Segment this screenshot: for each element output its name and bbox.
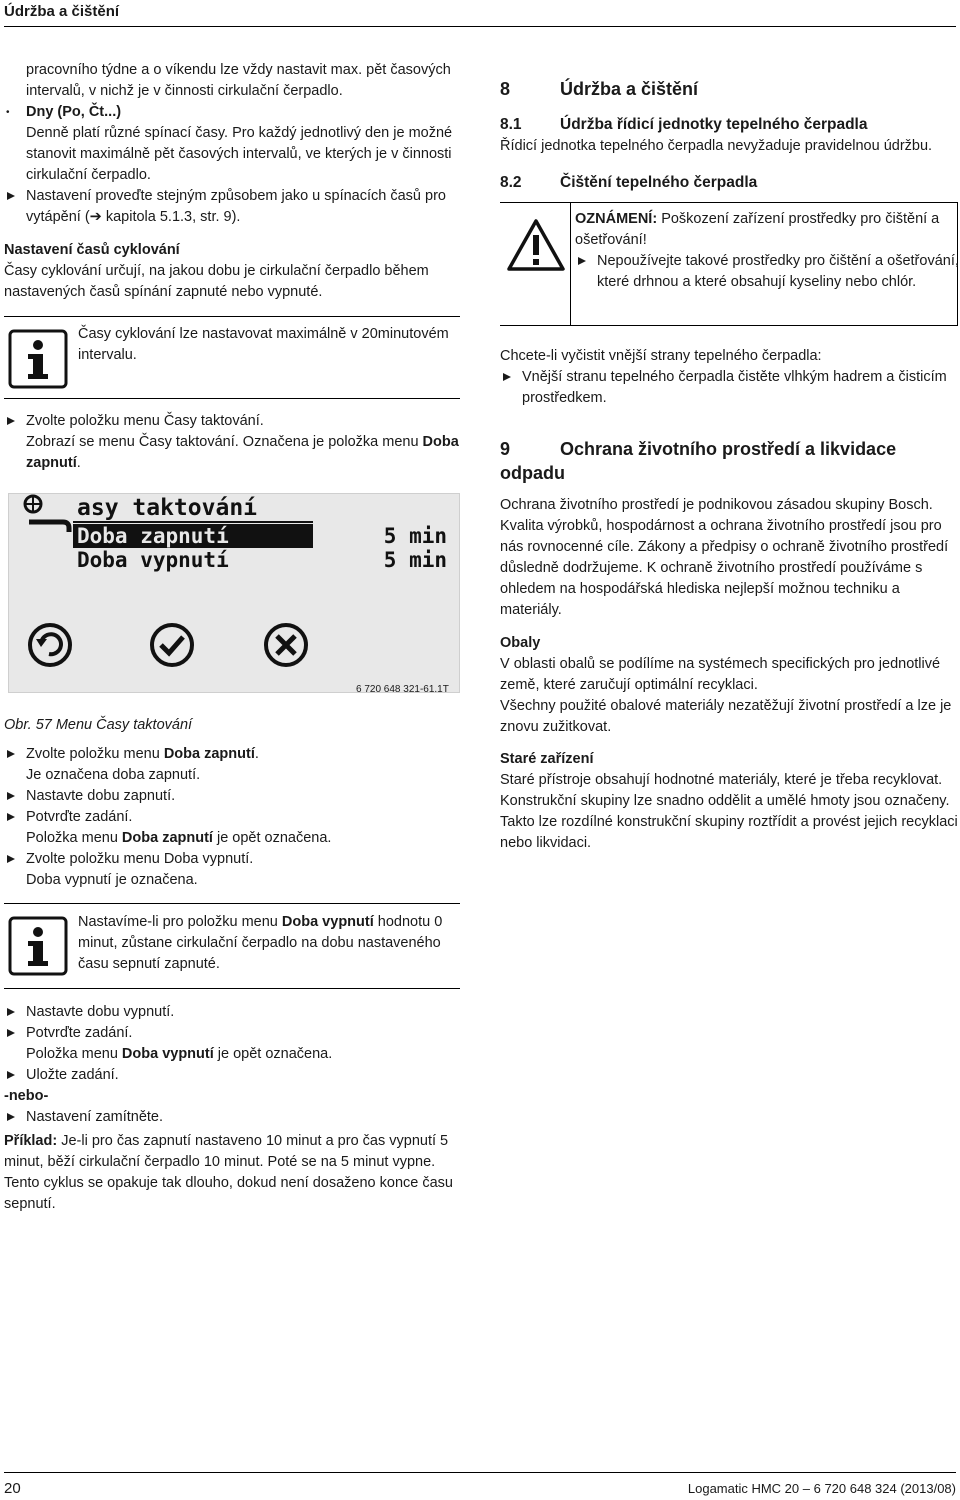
step-text-a: Nastavení proveďte stejným způsobem jako u spínacích časů pro vytápění (	[26, 188, 446, 225]
example-paragraph: Příklad: Je-li pro čas zapnutí nastaveno 10 minut a pro čas vypnutí 5 minut, běží cirkulační čerpadlo 10 minut. Poté se na 5 minut vypne. Tento cyklus se opakuje tak dlouho, dokud není dosaženo konce času sepnutí.	[4, 1133, 453, 1212]
step-select-on-time: Zvolte položku menu Doba zapnutí.	[4, 744, 460, 765]
packaging-paragraph-1: V oblasti obalů se podílíme na systémech specifických pro jednotlivé země, které zaručují optimální recyklaci.	[500, 656, 941, 693]
page-header-title: Údržba a čištění	[4, 3, 120, 20]
paragraph-weekday-intervals: pracovního týdne a o víkendu lze vždy nastavit max. pět časových intervalů, v nichž je v činnosti cirkulační čerpadlo.	[26, 62, 451, 99]
info-note-zero-text: Nastavíme-li pro položku menu Doba vypnutí hodnotu 0 minut, zůstane cirkulační čerpadlo na dobu nastaveného času sepnutí zapnuté.	[78, 914, 443, 972]
info-icon	[8, 916, 68, 976]
right-column	[500, 77, 958, 854]
figure-caption: Obr. 57 Menu Časy taktování	[4, 717, 193, 733]
paragraph-9: Ochrana životního prostředí je podnikovou zásadou skupiny Bosch. Kvalita výrobků, hospodárnost a ochrana životního prostředí jsou pro nás rovnocenné cíle. Zákony a předpisy o ochraně životního prostředí důsledně dodržujeme. K ochraně životního prostředí používáme s ohledem na hospodářská hlediska nejlepší možnou techniku a materiály.	[500, 497, 949, 618]
old-device-heading: Staré zařízení	[500, 751, 594, 767]
footer-document-reference: Logamatic HMC 20 – 6 720 648 324 (2013/08)	[687, 1481, 956, 1496]
packaging-heading: Obaly	[500, 635, 541, 651]
section-heading-cycle-times: Nastavení časů cyklování	[4, 242, 180, 258]
step-select-cycle-menu: Zvolte položku menu Časy taktování.	[4, 411, 460, 432]
left-column	[4, 60, 460, 1215]
lcd-row-on-time-label: Doba zapnutí	[77, 524, 229, 548]
paragraph-8-1: Řídicí jednotka tepelného čerpadla nevyžaduje pravidelnou údržbu.	[500, 138, 933, 154]
step-select-off-time: Zvolte položku menu Doba vypnutí.	[4, 849, 460, 870]
days-heading: Dny (Po, Čt...)	[26, 104, 122, 120]
lcd-row-off-time[interactable]	[73, 548, 449, 572]
arrow-icon: ➔	[89, 209, 102, 225]
step-confirm-on-time: Potvrďte zadání.	[4, 807, 460, 828]
figure-code: 6 720 648 321-61.1T	[356, 684, 449, 695]
paragraph-days-body: Denně platí různé spínací časy. Pro každý jednotlivý den je možné stanovit maximálně pět časových intervalů, ve kterých je v činnosti cirkulační čerpadlo.	[26, 125, 453, 183]
or-separator: -nebo-	[4, 1088, 49, 1104]
step-save: Uložte zadání.	[4, 1065, 460, 1086]
footer-rule	[4, 1472, 956, 1473]
lcd-row-off-time-label: Doba vypnutí	[77, 548, 229, 572]
step-result-cycle-menu: Zobrazí se menu Časy taktování. Označena je položka menu Doba zapnutí.	[26, 434, 459, 471]
warning-instruction: Nepoužívejte takové prostředky pro čištění a ošetřování, které drhnou a které obsahují kyseliny nebo chlór.	[575, 251, 960, 293]
step-result-on-time-selected: Je označena doba zapnutí.	[26, 767, 201, 783]
lcd-menu-title: asy taktování	[77, 495, 258, 521]
back-icon[interactable]	[27, 622, 73, 668]
step-result-off-time-marked-again: Položka menu Doba vypnutí je opět označena.	[26, 1046, 333, 1062]
step-settings-like-heating	[4, 186, 460, 228]
info-note-cycle-interval	[4, 316, 460, 399]
lcd-row-on-time[interactable]	[73, 524, 447, 548]
heading-8-2: 8.2 Čištění tepelného čerpadla	[500, 174, 758, 191]
warning-message: OZNÁMENÍ: Poškození zařízení prostředky pro čištění a ošetřování!	[575, 211, 940, 248]
info-note-text: Časy cyklování lze nastavovat maximálně v 20minutovém intervalu.	[78, 326, 449, 363]
lcd-display	[8, 493, 460, 693]
warning-text-block	[570, 203, 960, 325]
step-result-off-time-marked: Doba vypnutí je označena.	[26, 872, 198, 888]
step-set-off-time: Nastavte dobu vypnutí.	[4, 1002, 460, 1023]
step-confirm-off-time: Potvrďte zadání.	[4, 1023, 460, 1044]
lcd-row-off-time-value: 5 min	[383, 548, 447, 572]
cancel-icon[interactable]	[263, 622, 309, 668]
list-item-days	[4, 102, 460, 123]
old-device-paragraph: Staré přístroje obsahují hodnotné materiály, které je třeba recyklovat. Konstrukční skupiny lze snadno oddělit a umělé hmoty jsou označeny. Takto lze rozdílné konstrukční skupiny roztřídit a provést jejich recyklaci nebo likvidaci.	[500, 772, 958, 851]
step-result-on-time-marked: Položka menu Doba zapnutí je opět označena.	[26, 830, 332, 846]
warning-notice-box	[500, 202, 958, 326]
heading-8: 8 Údržba a čištění	[500, 79, 699, 99]
step-set-on-time: Nastavte dobu zapnutí.	[4, 786, 460, 807]
info-icon	[8, 329, 68, 389]
lcd-row-on-time-value: 5 min	[383, 524, 447, 548]
warning-triangle-icon	[506, 217, 566, 273]
page-number: 20	[4, 1480, 21, 1497]
step-discard: Nastavení zamítněte.	[4, 1107, 460, 1128]
paragraph-cycle-times: Časy cyklování určují, na jakou dobu je cirkulační čerpadlo během nastavených časů spínání zapnuté nebo vypnuté.	[4, 263, 429, 300]
pump-icon	[19, 494, 75, 534]
chapter-reference-link[interactable]: kapitola 5.1.3, str. 9).	[101, 209, 241, 225]
ok-icon[interactable]	[149, 622, 195, 668]
heading-9: 9 Ochrana životního prostředí a likvidace odpadu	[500, 439, 897, 483]
packaging-paragraph-2: Všechny použité obalové materiály nezatěžují životní prostředí a lze je znovu zužitkovat.	[500, 698, 952, 735]
heading-8-1: 8.1 Údržba řídicí jednotky tepelného čerpadla	[500, 116, 868, 133]
clean-intro: Chcete-li vyčistit vnější strany tepelného čerpadla:	[500, 348, 822, 364]
header-rule	[4, 26, 956, 27]
step-clean-exterior: Vnější stranu tepelného čerpadla čistěte vlhkým hadrem a čisticím prostředkem.	[500, 367, 958, 409]
info-note-zero-off-time	[4, 903, 460, 989]
